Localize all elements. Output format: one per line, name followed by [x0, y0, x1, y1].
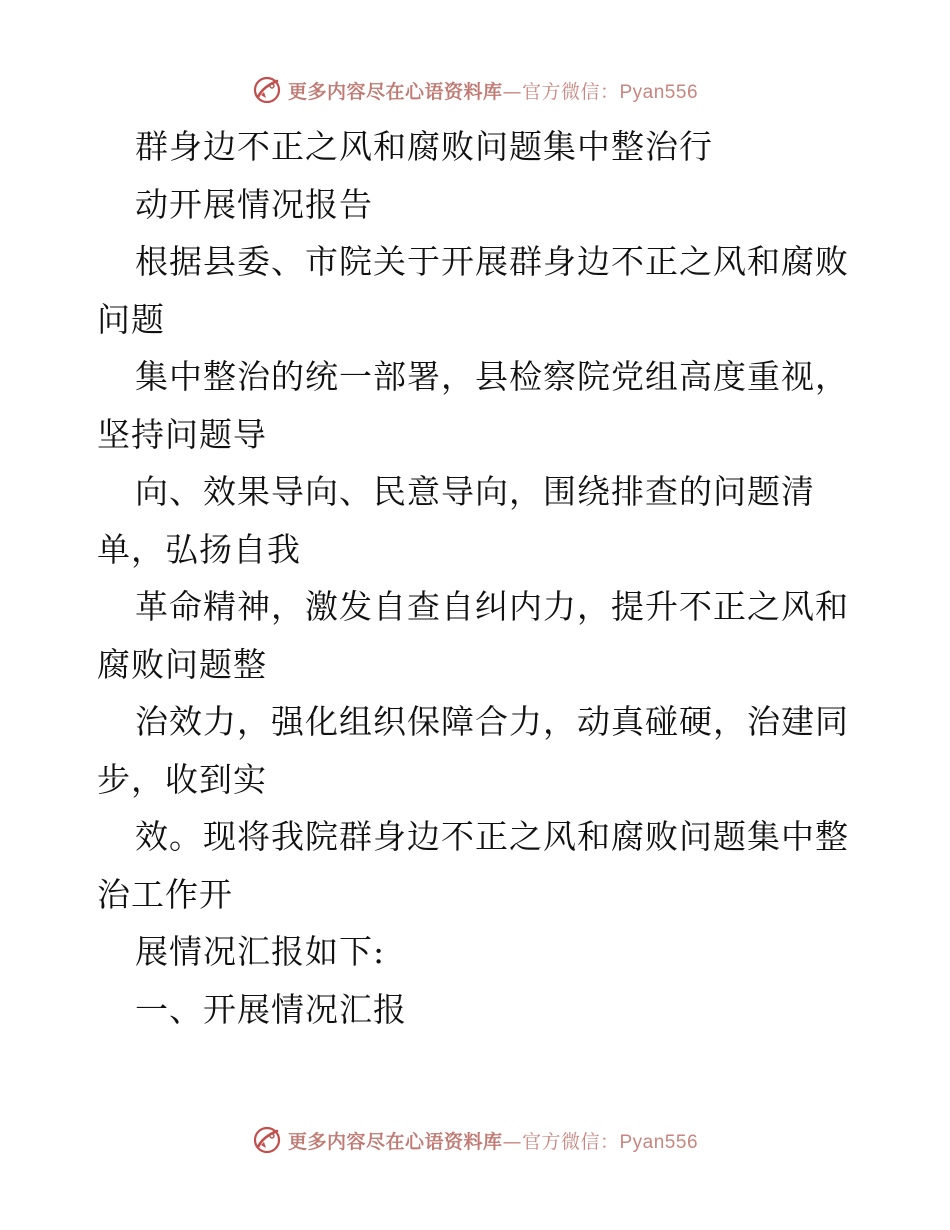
pen-logo-icon [252, 75, 282, 105]
watermark-dash: — [502, 80, 522, 103]
watermark-wechat-label: 官方微信： [521, 80, 620, 103]
text-line: 效。现将我院群身边不正之风和腐败问题集中整 [135, 817, 849, 856]
text-line: 腐败问题整 [97, 644, 267, 684]
watermark-wechat-id: Pyan556 [619, 1131, 699, 1153]
footer-watermark [0, 1120, 950, 1160]
text-line: 问题 [97, 299, 165, 339]
text-line: 展情况汇报如下: [135, 932, 386, 971]
pen-logo-icon [252, 1125, 282, 1155]
section-heading: 一、开展情况汇报 [135, 989, 407, 1029]
header-watermark [0, 70, 950, 110]
watermark-brand: 更多内容尽在心语资料库 [287, 1130, 503, 1153]
watermark-wechat-label: 官方微信： [521, 1130, 620, 1153]
watermark-brand: 更多内容尽在心语资料库 [287, 80, 503, 103]
text-line: 治工作开 [97, 874, 233, 914]
text-line: 动开展情况报告 [135, 184, 373, 224]
text-line: 革命精神，激发自查自纠内力，提升不正之风和 [135, 587, 849, 626]
text-line: 根据县委、市院关于开展群身边不正之风和腐败 [135, 242, 849, 281]
text-line: 治效力，强化组织保障合力，动真碰硬，治建同 [135, 702, 849, 741]
text-line: 步，收到实 [97, 759, 267, 799]
text-line: 坚持问题导 [97, 414, 267, 454]
text-line: 群身边不正之风和腐败问题集中整治行 [135, 127, 713, 166]
text-line: 单，弘扬自我 [97, 529, 301, 569]
document-body [97, 118, 897, 1038]
text-line: 集中整治的统一部署，县检察院党组高度重视， [135, 357, 849, 396]
watermark-wechat-id: Pyan556 [619, 81, 699, 103]
watermark-dash: — [502, 1130, 522, 1153]
text-line: 向、效果导向、民意导向，围绕排查的问题清 [135, 472, 815, 511]
